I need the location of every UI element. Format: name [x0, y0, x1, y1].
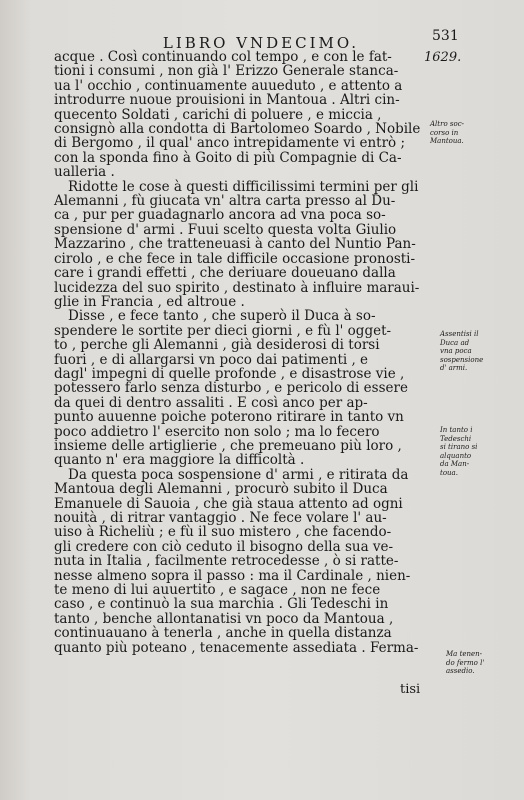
text-line: ca , pur per guadagnarlo ancora ad vna poca so- [54, 207, 386, 224]
note-line: Altro soc- [430, 120, 464, 128]
text-line: tioni i consumi , non già l' Erizzo Generale stanca- [54, 63, 399, 80]
text-line: uiso à Richeliù ; e fù il suo mistero , che facendo- [54, 524, 392, 541]
text-line: care i grandi effetti , che deriuare doueuano dalla [54, 265, 396, 282]
text-line: cirolo , e che fece in tale difficile occasione pronosti- [54, 250, 416, 267]
note-line: vna poca [440, 347, 472, 355]
text-line: nuta in Italia , facilmente retrocedesse , ò si ratte- [54, 553, 399, 570]
text-line: fuori , e di allargarsi vn poco dai patimenti , e [54, 351, 369, 368]
text-line: quecento Soldati , carichi di poluere , e miccia , [54, 106, 382, 123]
text-line: Mantoua degli Alemanni , procurò subito il Duca [54, 481, 388, 498]
text-line: dagl' impegni di quelle profonde , e disastrose vie , [54, 365, 405, 382]
note-line: do fermo l' [446, 658, 485, 667]
text-line: quanto n' era maggiore la difficoltà . [54, 452, 305, 469]
note-line: da Man- [440, 460, 470, 468]
note-line: toua. [440, 468, 458, 477]
paragraph [54, 468, 424, 655]
text-line: glie in Francia , ed altroue . [54, 293, 245, 310]
note-line: Assentisi il [440, 330, 479, 338]
catchword: tisi [400, 682, 421, 697]
text-line: ua l' occhio , continuamente auueduto , e attento a [54, 77, 403, 94]
note-line: assedio. [446, 667, 475, 675]
text-line: lucidezza del suo spirito , destinato à influire marauі- [54, 279, 420, 296]
note-line: Tedeschi [440, 434, 472, 443]
text-line: ualleria . [54, 164, 115, 181]
note-line: Duca ad [440, 338, 470, 347]
text-line: da quei di dentro assaliti . E così anco per ap- [54, 394, 368, 411]
text-line: consignò alla condotta di Bartolomeo Soardo , Nobile [54, 121, 421, 138]
text-line: di Bergomo , il qual' anco intrepidamente vi entrò ; [54, 135, 406, 152]
text-line: continuauano à tenerla , anche in quella distanza [54, 625, 392, 642]
text-line: Ridotte le cose à questi difficilissimi termini per gli [68, 178, 419, 195]
running-title: LIBRO VNDECIMO. [162, 34, 360, 52]
text-line: con la sponda fino à Goito di più Compagnie di Ca- [54, 149, 402, 166]
text-line: spendere le sortite per dieci giorni , e fù l' ogget- [54, 322, 392, 339]
text-line: gli credere con ciò ceduto il bisogno della sua ve- [54, 538, 394, 555]
note-line: d' armi. [440, 364, 468, 372]
text-line: te meno di lui auuertito , e sagace , non ne fece [54, 582, 381, 599]
paragraph [54, 309, 424, 467]
note-line: sospensione [440, 355, 484, 364]
text-line: to , perche gli Alemanni , già desiderosi di torsi [54, 337, 380, 354]
marginal-note [446, 650, 508, 676]
page-number: 531 [432, 28, 459, 44]
text-line: Alemanni , fù giucata vn' altra carta presso al Du- [54, 193, 396, 210]
text-line: Emanuele di Sauoia , che già staua attento ad ogni [54, 495, 403, 512]
text-line: punto auuenne poiche poterono ritirare in tanto vn [54, 409, 404, 426]
text-line: quanto più poteano , tenacemente assediata . Ferma- [54, 639, 419, 656]
marginal-note [440, 426, 502, 477]
note-line: Mantoua. [430, 137, 464, 145]
note-line: In tanto i [440, 426, 473, 434]
text-line: spensione d' armi . Fuui scelto questa volta Giulio [54, 221, 397, 238]
text-line: nouità , di ritrar vantaggio . Ne fece volare l' au- [54, 510, 387, 526]
marginal-note [440, 330, 502, 373]
text-line: Disse , e fece tanto , che superò il Duca à so- [68, 308, 376, 325]
text-line: potessero farlo senza disturbo , e pericolo di essere [54, 380, 408, 397]
text-line: Da questa poca sospensione d' armi , e ritirata da [68, 466, 409, 483]
text-line: acque . Così continuando col tempo , e con le fat- [54, 49, 392, 65]
text-line: tanto , benche allontanatisi vn poco da Mantoua , [54, 610, 394, 627]
paragraph [54, 50, 424, 180]
text-line: introdurre nuoue prouisioni in Mantoua . Altri cin- [54, 92, 400, 109]
text-line: nesse almeno sopra il passo : ma il Cardinale , nien- [54, 567, 411, 584]
text-line: Mazzarino , che tratteneuasi à canto del Nuntio Pan- [54, 236, 416, 253]
note-line: si tirano si [440, 443, 478, 451]
body-text [54, 50, 424, 655]
text-line: insieme delle artiglierie , che premeuano più loro , [54, 437, 402, 454]
note-line: corso in [430, 128, 459, 137]
text-line: poco addietro l' esercito non solo ; ma lo fecero [54, 423, 380, 440]
text-line: caso , e continuò la sua marchia . Gli Tedeschi in [54, 596, 389, 613]
marginal-note [430, 120, 492, 146]
paragraph [54, 180, 424, 310]
margin-year: 1629. [424, 50, 462, 65]
note-line: alquanto [440, 451, 472, 460]
note-line: Ma tenen- [446, 650, 483, 658]
